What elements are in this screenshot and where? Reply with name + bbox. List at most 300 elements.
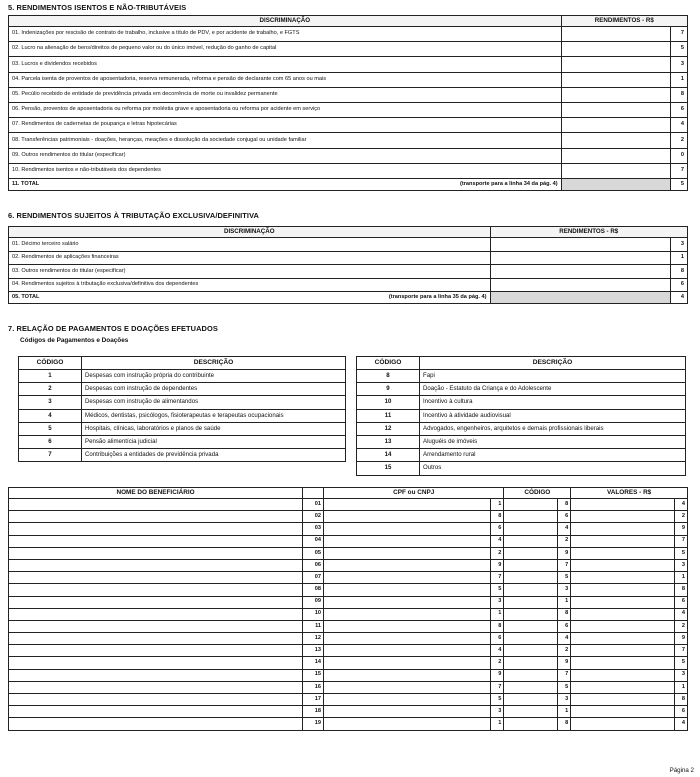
section6-row-code: 3	[671, 238, 688, 252]
beneficiary-value-input[interactable]	[571, 559, 674, 571]
section6-row-code: 6	[671, 278, 688, 292]
section5-row-code: 0	[671, 148, 688, 163]
codes-left-col-desc: DESCRIÇÃO	[82, 357, 346, 370]
beneficiary-code-input[interactable]	[504, 681, 557, 693]
beneficiary-cpf-input[interactable]	[324, 511, 491, 523]
beneficiary-cpf-input[interactable]	[324, 681, 491, 693]
beneficiary-value-input[interactable]	[571, 535, 674, 547]
beneficiary-cpf-check: 1	[491, 499, 504, 511]
code-row	[19, 435, 346, 448]
beneficiary-code-input[interactable]	[504, 535, 557, 547]
section5-row	[9, 42, 688, 57]
beneficiary-value-input[interactable]	[571, 547, 674, 559]
code-description: Despesas com instrução de dependentes	[82, 383, 346, 396]
beneficiary-code-check: 5	[557, 681, 571, 693]
beneficiary-value-input[interactable]	[571, 718, 674, 730]
beneficiary-code-input[interactable]	[504, 718, 557, 730]
code-description: Arrendamento rural	[420, 449, 686, 462]
section5-row	[9, 133, 688, 148]
beneficiary-name-input[interactable]	[9, 694, 303, 706]
beneficiary-row-number: 11	[303, 620, 324, 632]
code-number: 5	[19, 422, 82, 435]
beneficiary-row	[9, 584, 688, 596]
beneficiary-code-input[interactable]	[504, 572, 557, 584]
section5-row-code: 2	[671, 133, 688, 148]
beneficiary-row-number: 04	[303, 535, 324, 547]
beneficiary-row	[9, 681, 688, 693]
beneficiary-value-input[interactable]	[571, 572, 674, 584]
code-number: 4	[19, 409, 82, 422]
beneficiary-row-number: 19	[303, 718, 324, 730]
page-number: Página 2	[669, 767, 694, 774]
beneficiary-row	[9, 608, 688, 620]
section6-row	[9, 238, 688, 252]
code-row	[357, 449, 686, 462]
benef-col-seq	[303, 488, 324, 499]
beneficiary-code-input[interactable]	[504, 657, 557, 669]
beneficiary-cpf-input[interactable]	[324, 523, 491, 535]
section6-row-value[interactable]	[490, 238, 671, 252]
code-row	[357, 462, 686, 475]
beneficiary-table	[8, 487, 688, 731]
beneficiary-cpf-input[interactable]	[324, 694, 491, 706]
section6-total-value[interactable]	[490, 292, 671, 304]
section6-row-value[interactable]	[490, 251, 671, 265]
code-description: Aluguéis de imóveis	[420, 435, 686, 448]
code-row	[19, 383, 346, 396]
code-number: 9	[357, 383, 420, 396]
beneficiary-code-check: 6	[557, 511, 571, 523]
code-number: 1	[19, 370, 82, 383]
code-number: 10	[357, 396, 420, 409]
beneficiary-name-input[interactable]	[9, 596, 303, 608]
code-row	[19, 422, 346, 435]
beneficiary-row-number: 06	[303, 559, 324, 571]
beneficiary-row-number: 13	[303, 645, 324, 657]
beneficiary-code-check: 3	[557, 584, 571, 596]
beneficiary-row-number: 02	[303, 511, 324, 523]
beneficiary-row-number: 14	[303, 657, 324, 669]
section5-total-note: (transporte para a linha 34 da pág. 4)	[460, 180, 558, 187]
code-description: Outros	[420, 462, 686, 475]
code-description: Contribuições a entidades de previdência privada	[82, 449, 346, 462]
code-number: 8	[357, 370, 420, 383]
beneficiary-row	[9, 535, 688, 547]
beneficiary-code-input[interactable]	[504, 633, 557, 645]
beneficiary-name-input[interactable]	[9, 584, 303, 596]
beneficiary-code-check: 4	[557, 523, 571, 535]
section5-row-value[interactable]	[561, 27, 670, 42]
beneficiary-cpf-input[interactable]	[324, 499, 491, 511]
section5-row-label: 07. Rendimentos de cadernetas de poupança e letras hipotecárias	[9, 118, 562, 133]
beneficiary-code-input[interactable]	[504, 499, 557, 511]
beneficiary-code-check: 9	[557, 547, 571, 559]
section5-row	[9, 118, 688, 133]
section6-col-desc: DISCRIMINAÇÃO	[9, 227, 491, 238]
beneficiary-name-input[interactable]	[9, 511, 303, 523]
beneficiary-cpf-check: 9	[491, 669, 504, 681]
section5-row-label: 10. Rendimentos isentos e não-tributáveis dos dependentes	[9, 163, 562, 178]
beneficiary-value-input[interactable]	[571, 584, 674, 596]
section6-row-code: 8	[671, 265, 688, 279]
section5-row-value[interactable]	[561, 87, 670, 102]
beneficiary-value-check: 9	[674, 633, 687, 645]
code-description: Doação - Estatuto da Criança e do Adolescente	[420, 383, 686, 396]
beneficiary-name-input[interactable]	[9, 718, 303, 730]
beneficiary-value-check: 3	[674, 669, 687, 681]
beneficiary-cpf-check: 3	[491, 596, 504, 608]
beneficiary-code-check: 8	[557, 718, 571, 730]
beneficiary-row-number: 01	[303, 499, 324, 511]
section6-total-note: (transporte para a linha 35 da pág. 4)	[388, 294, 487, 301]
beneficiary-code-check: 8	[557, 499, 571, 511]
beneficiary-row-number: 12	[303, 633, 324, 645]
code-row	[357, 396, 686, 409]
code-description: Fapi	[420, 370, 686, 383]
beneficiary-cpf-check: 2	[491, 547, 504, 559]
section5-row-code: 5	[671, 42, 688, 57]
beneficiary-value-check: 1	[674, 681, 687, 693]
section5-row-value[interactable]	[561, 57, 670, 72]
beneficiary-name-input[interactable]	[9, 535, 303, 547]
beneficiary-row-number: 07	[303, 572, 324, 584]
beneficiary-code-input[interactable]	[504, 559, 557, 571]
beneficiary-code-input[interactable]	[504, 669, 557, 681]
section6-row-label: 01. Décimo terceiro salário	[9, 238, 491, 252]
section6-total-code: 4	[671, 292, 688, 304]
code-description: Hospitais, clínicas, laboratórios e planos de saúde	[82, 422, 346, 435]
codes-right-col-code: CÓDIGO	[357, 357, 420, 370]
beneficiary-code-check: 8	[557, 608, 571, 620]
beneficiary-value-input[interactable]	[571, 633, 674, 645]
beneficiary-code-input[interactable]	[504, 645, 557, 657]
beneficiary-cpf-input[interactable]	[324, 706, 491, 718]
section6-row	[9, 251, 688, 265]
beneficiary-value-check: 7	[674, 645, 687, 657]
section6-table	[8, 226, 688, 304]
beneficiary-row	[9, 511, 688, 523]
beneficiary-code-check: 2	[557, 535, 571, 547]
beneficiary-name-input[interactable]	[9, 523, 303, 535]
beneficiary-cpf-check: 7	[491, 681, 504, 693]
beneficiary-row	[9, 523, 688, 535]
beneficiary-code-check: 2	[557, 645, 571, 657]
beneficiary-row	[9, 694, 688, 706]
code-number: 11	[357, 409, 420, 422]
code-row	[357, 409, 686, 422]
beneficiary-row-number: 09	[303, 596, 324, 608]
beneficiary-cpf-check: 7	[491, 572, 504, 584]
section6-total-label: 05. TOTAL	[12, 294, 40, 301]
section5-row-code: 8	[671, 87, 688, 102]
section6-row	[9, 265, 688, 279]
beneficiary-cpf-check: 4	[491, 645, 504, 657]
code-row	[357, 435, 686, 448]
beneficiary-value-input[interactable]	[571, 681, 674, 693]
beneficiary-name-input[interactable]	[9, 669, 303, 681]
beneficiary-row-number: 18	[303, 706, 324, 718]
beneficiary-code-input[interactable]	[504, 620, 557, 632]
beneficiary-value-input[interactable]	[571, 645, 674, 657]
section7-subtitle: Códigos de Pagamentos e Doações	[20, 337, 129, 344]
code-row	[357, 370, 686, 383]
section5-total-code: 5	[671, 178, 688, 190]
section5-row-code: 1	[671, 72, 688, 87]
section5-row-value[interactable]	[561, 72, 670, 87]
codes-left-col-code: CÓDIGO	[19, 357, 82, 370]
beneficiary-name-input[interactable]	[9, 572, 303, 584]
beneficiary-value-check: 4	[674, 718, 687, 730]
section5-row-value[interactable]	[561, 163, 670, 178]
beneficiary-row	[9, 620, 688, 632]
beneficiary-cpf-input[interactable]	[324, 633, 491, 645]
beneficiary-value-input[interactable]	[571, 694, 674, 706]
section5-row	[9, 87, 688, 102]
beneficiary-value-input[interactable]	[571, 657, 674, 669]
benef-col-name: NOME DO BENEFICIÁRIO	[9, 488, 303, 499]
beneficiary-code-check: 7	[557, 669, 571, 681]
section5-row-value[interactable]	[561, 102, 670, 117]
beneficiary-value-input[interactable]	[571, 706, 674, 718]
beneficiary-cpf-check: 8	[491, 511, 504, 523]
beneficiary-row	[9, 633, 688, 645]
beneficiary-code-input[interactable]	[504, 694, 557, 706]
beneficiary-value-check: 4	[674, 499, 687, 511]
beneficiary-cpf-input[interactable]	[324, 547, 491, 559]
section5-row-value[interactable]	[561, 133, 670, 148]
section5-row-label: 09. Outros rendimentos do titular (especificar)	[9, 148, 562, 163]
section5-row-label: 03. Lucros e dividendos recebidos	[9, 57, 562, 72]
beneficiary-cpf-input[interactable]	[324, 584, 491, 596]
beneficiary-value-check: 3	[674, 559, 687, 571]
code-row	[19, 449, 346, 462]
beneficiary-row	[9, 559, 688, 571]
beneficiary-cpf-input[interactable]	[324, 669, 491, 681]
code-number: 2	[19, 383, 82, 396]
codes-left-table	[18, 356, 346, 462]
beneficiary-cpf-check: 5	[491, 584, 504, 596]
section5-col-val: RENDIMENTOS - R$	[561, 16, 687, 27]
beneficiary-code-input[interactable]	[504, 547, 557, 559]
section5-row	[9, 57, 688, 72]
beneficiary-code-input[interactable]	[504, 511, 557, 523]
beneficiary-row	[9, 718, 688, 730]
beneficiary-value-check: 8	[674, 694, 687, 706]
beneficiary-row	[9, 657, 688, 669]
section5-row-code: 3	[671, 57, 688, 72]
beneficiary-cpf-check: 3	[491, 706, 504, 718]
beneficiary-value-input[interactable]	[571, 669, 674, 681]
code-description: Despesas com instrução própria do contribuinte	[82, 370, 346, 383]
beneficiary-value-check: 2	[674, 511, 687, 523]
code-number: 13	[357, 435, 420, 448]
beneficiary-code-check: 9	[557, 657, 571, 669]
section6-row-label: 02. Rendimentos de aplicações financeiras	[9, 251, 491, 265]
beneficiary-cpf-check: 6	[491, 633, 504, 645]
beneficiary-value-check: 5	[674, 657, 687, 669]
beneficiary-value-input[interactable]	[571, 511, 674, 523]
beneficiary-code-check: 7	[557, 559, 571, 571]
section5-row-label: 04. Parcela isenta de proventos de aposentadoria, reserva remunerada, reforma e pensão de declarante com 65 anos ou mais	[9, 72, 562, 87]
section6-row-value[interactable]	[490, 265, 671, 279]
beneficiary-row	[9, 669, 688, 681]
section5-row-code: 4	[671, 118, 688, 133]
benef-col-code: CÓDIGO	[504, 488, 571, 499]
beneficiary-value-check: 8	[674, 584, 687, 596]
beneficiary-value-check: 1	[674, 572, 687, 584]
code-description: Despesas com instrução de alimentandos	[82, 396, 346, 409]
beneficiary-row	[9, 547, 688, 559]
beneficiary-cpf-check: 9	[491, 559, 504, 571]
beneficiary-name-input[interactable]	[9, 645, 303, 657]
code-row	[357, 383, 686, 396]
beneficiary-cpf-input[interactable]	[324, 718, 491, 730]
code-number: 7	[19, 449, 82, 462]
section5-row-code: 7	[671, 27, 688, 42]
section5-row-label: 08. Transferências patrimoniais - doações, heranças, meações e dissolução da sociedade conjugal ou unidade familiar	[9, 133, 562, 148]
code-row	[357, 422, 686, 435]
codes-right-table	[356, 356, 686, 476]
section5-total-value[interactable]	[561, 178, 670, 190]
section6-row-label: 04. Rendimentos sujeitos à tributação exclusiva/definitiva dos dependentes	[9, 278, 491, 292]
section6-row	[9, 278, 688, 292]
beneficiary-row-number: 03	[303, 523, 324, 535]
section5-row	[9, 72, 688, 87]
code-row	[19, 370, 346, 383]
beneficiary-name-input[interactable]	[9, 547, 303, 559]
beneficiary-row-number: 17	[303, 694, 324, 706]
beneficiary-value-input[interactable]	[571, 620, 674, 632]
beneficiary-value-check: 7	[674, 535, 687, 547]
section5-title: 5. RENDIMENTOS ISENTOS E NÃO-TRIBUTÁVEIS	[8, 3, 187, 12]
beneficiary-code-check: 1	[557, 706, 571, 718]
code-number: 14	[357, 449, 420, 462]
beneficiary-row	[9, 596, 688, 608]
code-description: Pensão alimentícia judicial	[82, 435, 346, 448]
beneficiary-name-input[interactable]	[9, 633, 303, 645]
beneficiary-cpf-input[interactable]	[324, 620, 491, 632]
section5-row	[9, 163, 688, 178]
beneficiary-cpf-input[interactable]	[324, 608, 491, 620]
section5-row-value[interactable]	[561, 148, 670, 163]
beneficiary-cpf-check: 2	[491, 657, 504, 669]
beneficiary-row-number: 05	[303, 547, 324, 559]
beneficiary-value-input[interactable]	[571, 608, 674, 620]
code-description: Incentivo à cultura	[420, 396, 686, 409]
section5-row-label: 06. Pensão, proventos de aposentadoria ou reforma por moléstia grave e aposentadoria ou reforma por acidente em serviço	[9, 102, 562, 117]
section5-row-label: 01. Indenizações por rescisão de contrato de trabalho, inclusive a título de PDV, e por acidente de trabalho, e FGTS	[9, 27, 562, 42]
section5-row	[9, 148, 688, 163]
section5-total-label: 11. TOTAL	[12, 180, 40, 187]
beneficiary-code-check: 3	[557, 694, 571, 706]
section5-row	[9, 102, 688, 117]
section6-col-val: RENDIMENTOS - R$	[490, 227, 688, 238]
code-description: Advogados, engenheiros, arquitetos e demais profissionais liberais	[420, 422, 686, 435]
section5-row-code: 6	[671, 102, 688, 117]
beneficiary-name-input[interactable]	[9, 608, 303, 620]
beneficiary-name-input[interactable]	[9, 681, 303, 693]
beneficiary-row-number: 16	[303, 681, 324, 693]
code-number: 12	[357, 422, 420, 435]
section5-row-label: 02. Lucro na alienação de bens/direitos de pequeno valor ou do único imóvel, redução do ganho de capital	[9, 42, 562, 57]
code-number: 6	[19, 435, 82, 448]
beneficiary-value-check: 6	[674, 706, 687, 718]
beneficiary-value-check: 5	[674, 547, 687, 559]
beneficiary-name-input[interactable]	[9, 657, 303, 669]
benef-col-value: VALORES - R$	[571, 488, 688, 499]
beneficiary-cpf-input[interactable]	[324, 645, 491, 657]
beneficiary-value-check: 6	[674, 596, 687, 608]
beneficiary-row-number: 15	[303, 669, 324, 681]
beneficiary-name-input[interactable]	[9, 706, 303, 718]
beneficiary-row	[9, 572, 688, 584]
beneficiary-cpf-input[interactable]	[324, 559, 491, 571]
beneficiary-code-input[interactable]	[504, 608, 557, 620]
code-number: 3	[19, 396, 82, 409]
section5-row-value[interactable]	[561, 118, 670, 133]
code-row	[19, 396, 346, 409]
section6-row-code: 1	[671, 251, 688, 265]
code-description: Médicos, dentistas, psicólogos, fisioterapeutas e terapeutas ocupacionais	[82, 409, 346, 422]
beneficiary-code-input[interactable]	[504, 584, 557, 596]
section5-row-label: 05. Pecúlio recebido de entidade de previdência privada em decorrência de morte ou invalidez permanente	[9, 87, 562, 102]
beneficiary-cpf-input[interactable]	[324, 657, 491, 669]
beneficiary-code-input[interactable]	[504, 706, 557, 718]
beneficiary-cpf-input[interactable]	[324, 572, 491, 584]
beneficiary-value-check: 9	[674, 523, 687, 535]
beneficiary-cpf-check: 1	[491, 608, 504, 620]
code-number: 15	[357, 462, 420, 475]
code-row	[19, 409, 346, 422]
beneficiary-cpf-input[interactable]	[324, 596, 491, 608]
beneficiary-name-input[interactable]	[9, 499, 303, 511]
benef-col-cpf: CPF ou CNPJ	[324, 488, 504, 499]
section5-row-value[interactable]	[561, 42, 670, 57]
beneficiary-code-input[interactable]	[504, 523, 557, 535]
beneficiary-code-check: 5	[557, 572, 571, 584]
section5-table	[8, 15, 688, 191]
beneficiary-value-input[interactable]	[571, 523, 674, 535]
beneficiary-cpf-check: 4	[491, 535, 504, 547]
beneficiary-code-input[interactable]	[504, 596, 557, 608]
section7-title: 7. RELAÇÃO DE PAGAMENTOS E DOAÇÕES EFETUADOS	[8, 324, 218, 333]
beneficiary-cpf-check: 6	[491, 523, 504, 535]
beneficiary-cpf-check: 5	[491, 694, 504, 706]
section6-title: 6. RENDIMENTOS SUJEITOS À TRIBUTAÇÃO EXCLUSIVA/DEFINITIVA	[8, 211, 259, 220]
section6-row-label: 03. Outros rendimentos do titular (especificar)	[9, 265, 491, 279]
beneficiary-row	[9, 706, 688, 718]
beneficiary-cpf-check: 1	[491, 718, 504, 730]
beneficiary-code-check: 6	[557, 620, 571, 632]
beneficiary-code-check: 1	[557, 596, 571, 608]
beneficiary-cpf-check: 8	[491, 620, 504, 632]
codes-right-col-desc: DESCRIÇÃO	[420, 357, 686, 370]
section6-row-value[interactable]	[490, 278, 671, 292]
beneficiary-name-input[interactable]	[9, 559, 303, 571]
beneficiary-value-check: 4	[674, 608, 687, 620]
beneficiary-row	[9, 499, 688, 511]
beneficiary-value-input[interactable]	[571, 499, 674, 511]
section5-row	[9, 27, 688, 42]
beneficiary-row-number: 10	[303, 608, 324, 620]
beneficiary-value-check: 2	[674, 620, 687, 632]
beneficiary-code-check: 4	[557, 633, 571, 645]
beneficiary-name-input[interactable]	[9, 620, 303, 632]
beneficiary-value-input[interactable]	[571, 596, 674, 608]
beneficiary-row	[9, 645, 688, 657]
section5-col-desc: DISCRIMINAÇÃO	[9, 16, 562, 27]
beneficiary-cpf-input[interactable]	[324, 535, 491, 547]
